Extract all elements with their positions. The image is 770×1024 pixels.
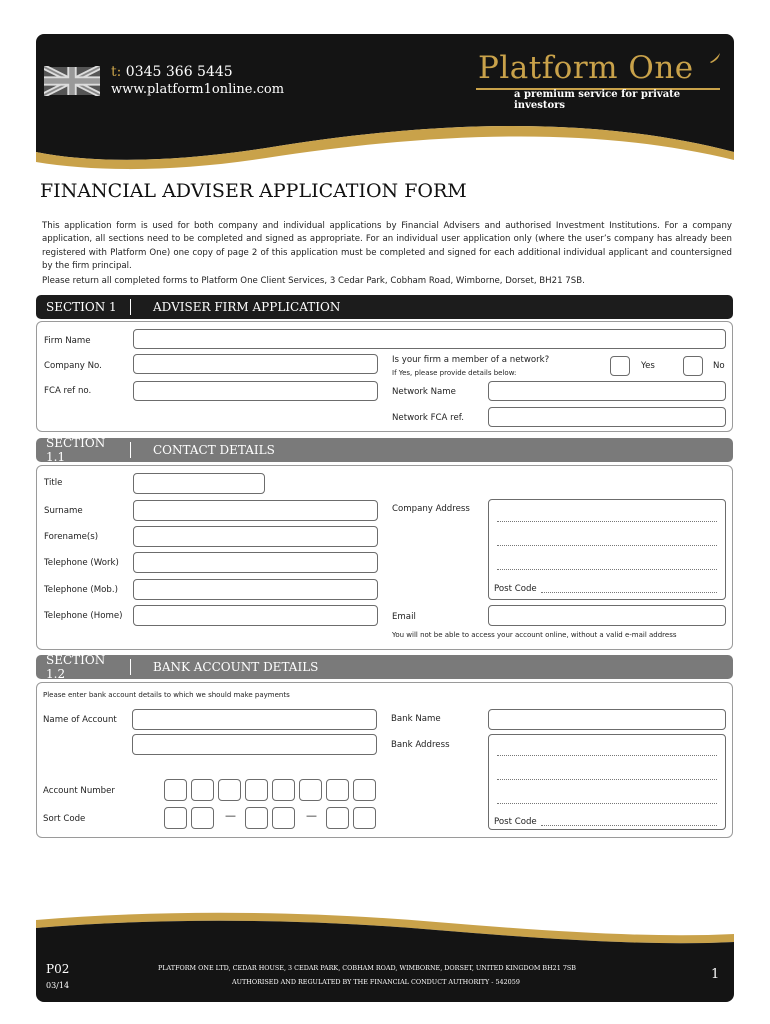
firm-name-label: Firm Name [44, 336, 91, 346]
account-number-digit-5[interactable] [272, 779, 295, 801]
sort-code-digit-5[interactable] [326, 807, 349, 829]
network-hint: If Yes, please provide details below: [392, 369, 517, 377]
bank-address-label: Bank Address [391, 740, 450, 750]
company-address-field[interactable] [488, 499, 726, 600]
section-1-2-panel [36, 682, 733, 838]
network-yes-checkbox[interactable] [610, 356, 630, 376]
brand-tagline: a premium service for private investors [514, 89, 681, 111]
surname-field[interactable] [133, 500, 378, 521]
sort-code-digit-4[interactable] [272, 807, 295, 829]
sort-code-label: Sort Code [43, 814, 86, 824]
section-1-2-header: SECTION 1.2 BANK ACCOUNT DETAILS [36, 655, 733, 679]
tel-mob-field[interactable] [133, 579, 378, 600]
account-number-digit-2[interactable] [191, 779, 214, 801]
account-number-digit-1[interactable] [164, 779, 187, 801]
account-number-digit-7[interactable] [326, 779, 349, 801]
bank-instructions: Please enter bank account details to which we should make payments [43, 691, 290, 699]
union-flag-icon [44, 66, 100, 96]
bank-post-code-label: Post Code [494, 817, 537, 827]
bank-name-label: Bank Name [391, 714, 441, 724]
title-field[interactable] [133, 473, 265, 494]
network-fca-label: Network FCA ref. [392, 413, 464, 423]
account-number-digit-3[interactable] [218, 779, 241, 801]
tel-work-label: Telephone (Work) [44, 558, 119, 568]
footer-background [36, 912, 734, 1002]
fca-ref-label: FCA ref no. [44, 386, 92, 396]
email-label: Email [392, 612, 416, 622]
page-footer [36, 912, 734, 1002]
address-line-2 [497, 545, 717, 546]
account-number-digit-8[interactable] [353, 779, 376, 801]
section-1-panel [36, 321, 733, 432]
bank-address-line-3 [497, 803, 717, 804]
account-name-field[interactable] [132, 709, 377, 730]
page-title: FINANCIAL ADVISER APPLICATION FORM [40, 180, 467, 202]
bank-name-field[interactable] [488, 709, 726, 730]
firm-name-field[interactable] [133, 329, 726, 349]
network-yes-label: Yes [641, 361, 655, 371]
forenames-field[interactable] [133, 526, 378, 547]
email-note: You will not be able to access your account online, without a valid e-mail address [392, 631, 677, 639]
section-1-1-header: SECTION 1.1 CONTACT DETAILS [36, 438, 733, 462]
page-header [36, 34, 734, 184]
network-fca-field[interactable] [488, 407, 726, 427]
company-address-label: Company Address [392, 504, 470, 514]
network-no-checkbox[interactable] [683, 356, 703, 376]
forenames-label: Forename(s) [44, 532, 99, 542]
page-number: 1 [711, 967, 720, 982]
network-no-label: No [713, 361, 725, 371]
email-field[interactable] [488, 605, 726, 626]
address-line-3 [497, 569, 717, 570]
sort-code-digit-1[interactable] [164, 807, 187, 829]
post-code-line [541, 592, 717, 593]
tel-work-field[interactable] [133, 552, 378, 573]
surname-label: Surname [44, 506, 83, 516]
sort-code-digit-6[interactable] [353, 807, 376, 829]
network-question: Is your firm a member of a network? [392, 355, 550, 365]
address-line-1 [497, 521, 717, 522]
bank-address-field[interactable] [488, 734, 726, 830]
tel-mob-label: Telephone (Mob.) [44, 585, 118, 595]
sort-code-dash-2: — [306, 809, 317, 822]
account-name-field-2[interactable] [132, 734, 377, 755]
tel-home-field[interactable] [133, 605, 378, 626]
brand-logo: Platform One [478, 50, 694, 86]
phone-number: t: 0345 366 5445 [111, 64, 233, 80]
company-no-label: Company No. [44, 361, 102, 371]
footer-authorised: AUTHORISED AND REGULATED BY THE FINANCIAL CONDUCT AUTHORITY - 542059 [232, 978, 520, 986]
footer-address: PLATFORM ONE LTD, CEDAR HOUSE, 3 CEDAR PARK, COBHAM ROAD, WIMBORNE, DORSET, UNITED KINGDOM BH21 7SB [158, 964, 576, 972]
bank-address-line-1 [497, 755, 717, 756]
post-code-label: Post Code [494, 584, 537, 594]
section-1-header: SECTION 1 ADVISER FIRM APPLICATION [36, 295, 733, 319]
company-no-field[interactable] [133, 354, 378, 374]
footer-date: 03/14 [46, 981, 70, 990]
account-number-digit-4[interactable] [245, 779, 268, 801]
sort-code-digit-2[interactable] [191, 807, 214, 829]
account-number-label: Account Number [43, 786, 115, 796]
network-name-label: Network Name [392, 387, 456, 397]
account-name-label: Name of Account [43, 715, 117, 725]
bank-address-line-2 [497, 779, 717, 780]
website: www.platform1online.com [111, 82, 285, 97]
title-label: Title [44, 478, 63, 488]
tel-home-label: Telephone (Home) [44, 611, 123, 621]
sort-code-dash-1: — [225, 809, 236, 822]
fca-ref-field[interactable] [133, 381, 378, 401]
section-1-1-panel [36, 465, 733, 650]
intro-text: This application form is used for both company and individual applications by Financial Advisers and authorised Investment Institutions. For a company application, all sections need to be completed and signed as appropriate. For an individual user application only (where the user’s company has already been registered with Platform One) one copy of page 2 of this application must be completed and signed for each additional individual applicant and countersigned by the firm principal. [42, 221, 732, 272]
account-number-digit-6[interactable] [299, 779, 322, 801]
sort-code-digit-3[interactable] [245, 807, 268, 829]
bank-post-code-line [541, 825, 717, 826]
bird-icon [708, 52, 722, 66]
network-name-field[interactable] [488, 381, 726, 401]
footer-form-code: P02 [46, 962, 70, 976]
return-note: Please return all completed forms to Platform One Client Services, 3 Cedar Park, Cobham Road, Wimborne, Dorset, BH21 7SB. [42, 276, 585, 286]
